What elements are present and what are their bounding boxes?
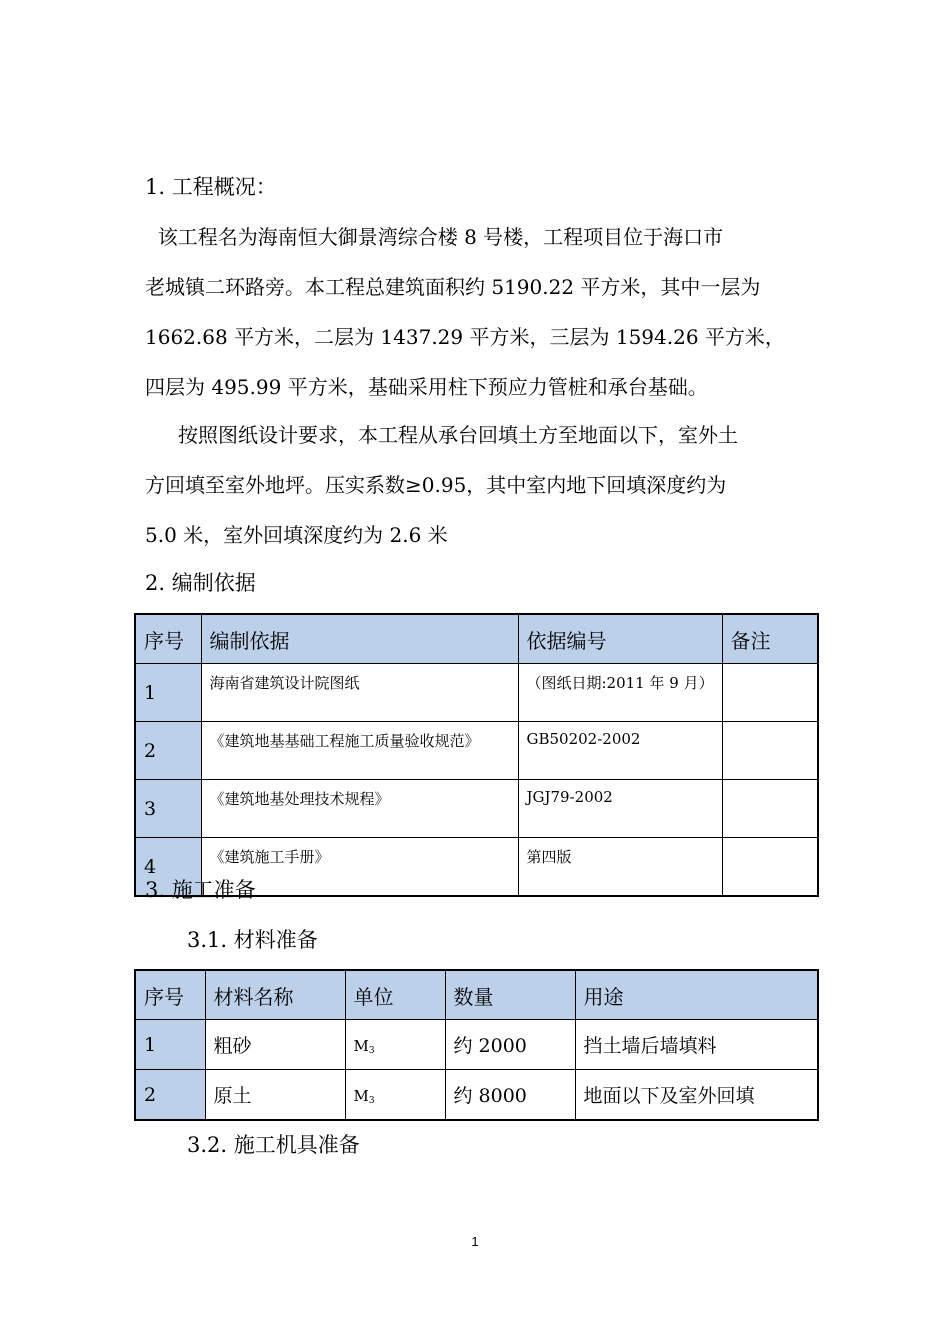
unit-label — [354, 1087, 375, 1105]
table-cell: 约 8000 — [445, 1070, 575, 1121]
table-cell — [722, 664, 818, 722]
overview-paragraph-2 — [178, 410, 810, 460]
paragraph-line: 5.0 米，室外回填深度约为 2.6 米 — [145, 523, 448, 547]
page-number: 1 — [471, 1234, 479, 1249]
table-cell: （图纸日期:2011 年 9 月） — [518, 664, 722, 722]
row-number: 3 — [135, 780, 201, 838]
paragraph-line: 1662.68 平方米，二层为 1437.29 平方米，三层为 1594.26 平方米， — [145, 325, 785, 349]
table-row — [135, 1070, 818, 1121]
basis-table — [134, 613, 819, 897]
table-row — [135, 722, 818, 780]
overview-paragraph-2-cont — [145, 460, 810, 560]
table-row — [135, 664, 818, 722]
table-cell: 海南省建筑设计院图纸 — [201, 664, 518, 722]
header-cell: 编制依据 — [201, 614, 518, 664]
unit-cell — [345, 1070, 445, 1121]
header-cell: 材料名称 — [205, 970, 345, 1020]
table-row — [135, 780, 818, 838]
table-header-row — [135, 614, 818, 664]
unit-exponent: 3 — [368, 1095, 375, 1106]
unit-base: M — [353, 1086, 369, 1105]
subsection-heading-materials: 3.1. 材料准备 — [187, 928, 318, 952]
paragraph-line: 该工程名为海南恒大御景湾综合楼 8 号楼，工程项目位于海口市 — [145, 225, 724, 249]
row-number: 1 — [135, 664, 201, 722]
header-cell: 序号 — [135, 614, 201, 664]
row-number: 4 — [135, 838, 201, 897]
unit-base: M — [353, 1036, 369, 1055]
table-cell: 第四版 — [518, 838, 722, 897]
table-cell: 《建筑地基处理技术规程》 — [201, 780, 518, 838]
header-cell: 数量 — [445, 970, 575, 1020]
section-heading-basis: 2. 编制依据 — [145, 571, 256, 595]
paragraph-line: 四层为 495.99 平方米，基础采用柱下预应力管桩和承台基础。 — [145, 375, 708, 399]
table-cell: GB50202-2002 — [518, 722, 722, 780]
header-cell: 用途 — [575, 970, 818, 1020]
table-cell: 地面以下及室外回填 — [575, 1070, 818, 1121]
table-cell: 《建筑地基基础工程施工质量验收规范》 — [201, 722, 518, 780]
row-number: 2 — [135, 722, 201, 780]
header-cell: 依据编号 — [518, 614, 722, 664]
unit-label — [354, 1037, 375, 1055]
unit-cell — [345, 1020, 445, 1070]
table-cell: JGJ79-2002 — [518, 780, 722, 838]
section-heading-overview: 1. 工程概况： — [145, 175, 277, 199]
table-header-row — [135, 970, 818, 1020]
table-cell — [722, 838, 818, 897]
header-cell: 单位 — [345, 970, 445, 1020]
overview-paragraph-1 — [145, 212, 810, 412]
header-cell: 序号 — [135, 970, 205, 1020]
section-heading-preparation: 3. 施工准备 — [145, 878, 256, 902]
table-cell: 《建筑施工手册》 — [201, 838, 518, 897]
table-cell: 约 2000 — [445, 1020, 575, 1070]
unit-exponent: 3 — [368, 1045, 375, 1056]
header-cell: 备注 — [722, 614, 818, 664]
table-cell — [722, 780, 818, 838]
paragraph-line: 按照图纸设计要求，本工程从承台回填土方至地面以下，室外土 — [178, 423, 738, 447]
material-table — [134, 969, 819, 1121]
subsection-heading-equipment: 3.2. 施工机具准备 — [187, 1133, 360, 1157]
paragraph-line: 老城镇二环路旁。本工程总建筑面积约 5190.22 平方米，其中一层为 — [145, 275, 761, 299]
table-cell: 原土 — [205, 1070, 345, 1121]
row-number: 2 — [135, 1070, 205, 1121]
table-cell — [722, 722, 818, 780]
paragraph-line: 方回填至室外地坪。压实系数≥0.95，其中室内地下回填深度约为 — [145, 473, 727, 497]
table-row — [135, 1020, 818, 1070]
table-cell: 粗砂 — [205, 1020, 345, 1070]
row-number: 1 — [135, 1020, 205, 1070]
table-cell: 挡土墙后墙填料 — [575, 1020, 818, 1070]
